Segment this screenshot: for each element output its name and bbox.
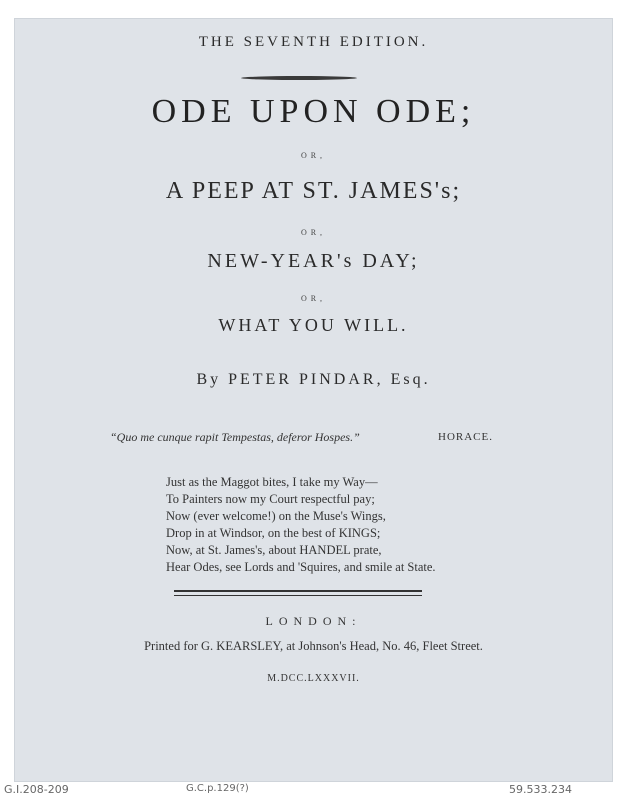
edition-line: THE SEVENTH EDITION.	[198, 34, 429, 50]
verse-line: Just as the Maggot bites, I take my Way—	[166, 475, 378, 489]
double-rule	[174, 590, 422, 596]
verse-line: Now (ever welcome!) on the Muse's Wings,	[166, 509, 386, 523]
top-rule	[241, 76, 357, 80]
main-title: ODE UPON ODE;	[151, 93, 476, 130]
catalogue-annotations	[0, 782, 633, 800]
author-line: By PETER PINDAR, Esq.	[196, 371, 431, 388]
catalogue-ref-2: G.C.p.129(?)	[186, 783, 249, 794]
imprint-printer: Printed for G. KEARSLEY, at Johnson's Head, No. 46, Fleet Street.	[144, 639, 483, 653]
latin-motto: “Quo me cunque rapit Tempestas, deferor Hospes.”	[110, 430, 360, 444]
or-separator-2: OR,	[300, 228, 327, 237]
imprint-place: LONDON:	[265, 614, 362, 628]
verse-line: Hear Odes, see Lords and 'Squires, and smile at State.	[166, 560, 436, 574]
subtitle-peep: A PEEP AT ST. JAMES's;	[165, 178, 462, 204]
catalogue-ref-1: G.I.208-209	[4, 783, 69, 796]
subtitle-new-year: NEW-YEAR's DAY;	[207, 250, 420, 272]
or-separator-1: OR,	[300, 151, 327, 160]
epigraph-verse	[166, 474, 436, 576]
verse-line: To Painters now my Court respectful pay;	[166, 492, 375, 506]
motto-attribution: HORACE.	[438, 431, 493, 443]
imprint-date: M.DCC.LXXXVII.	[267, 673, 360, 684]
verse-line: Drop in at Windsor, on the best of KINGS;	[166, 526, 381, 540]
catalogue-ref-3: 59.533.234	[509, 783, 572, 796]
title-page	[14, 18, 613, 782]
subtitle-what-you-will: WHAT YOU WILL.	[218, 315, 409, 335]
or-separator-3: OR,	[300, 294, 327, 303]
verse-line: Now, at St. James's, about HANDEL prate,	[166, 543, 382, 557]
